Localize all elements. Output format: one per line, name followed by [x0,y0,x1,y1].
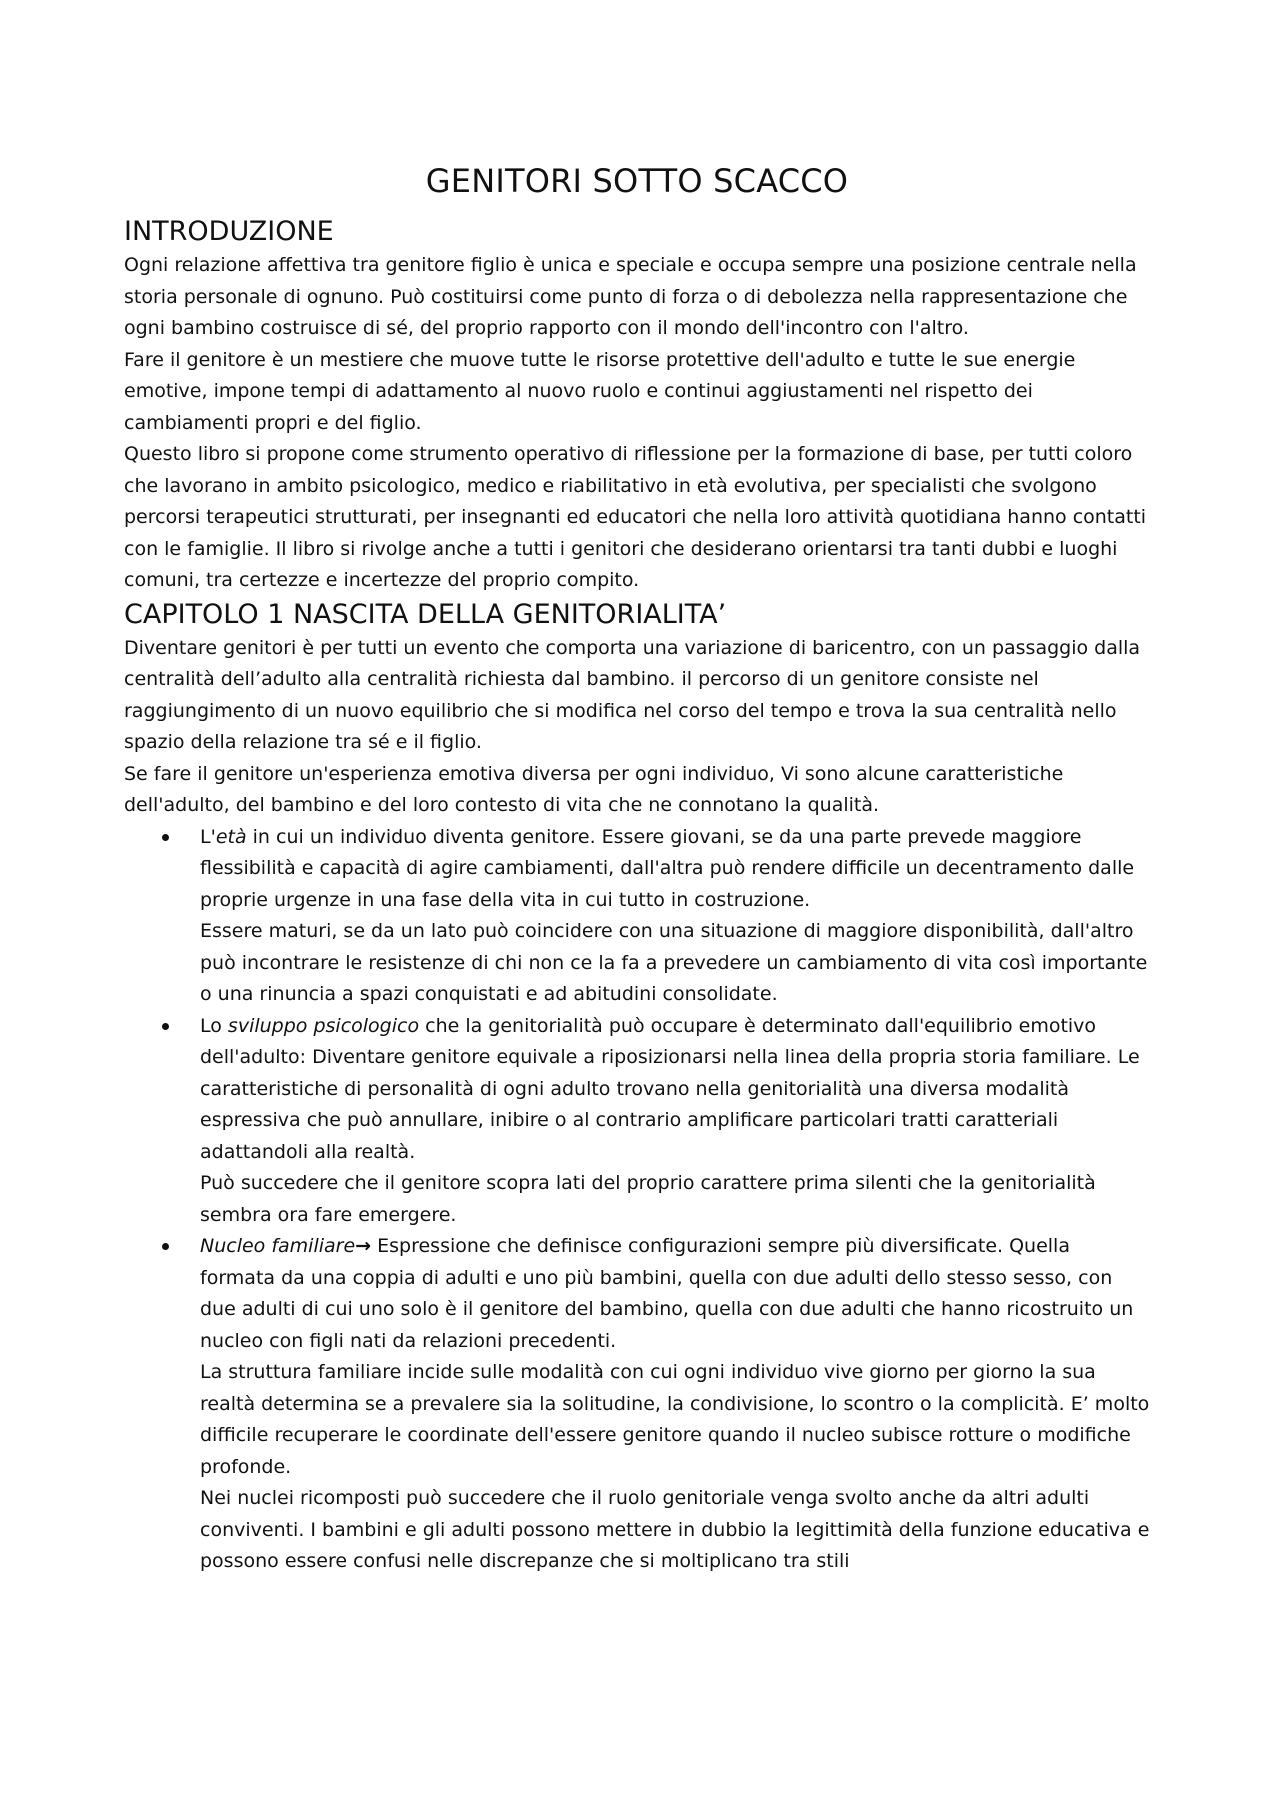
bullet-item-nucleo-familiare [200,1231,1150,1578]
intro-paragraph-1: Ogni relazione affettiva tra genitore figlio è unica e speciale e occupa sempre una posizione centrale nella storia personale di ognuno. Può costituirsi come punto di forza o di debolezza nella rappresentazione che ogni bambino costruisce di sé, del proprio rapporto con il mondo dell'incontro con l'altro. [124,254,1137,339]
bullet-lead-plain: Lo [200,1014,228,1037]
bullet-extra-paragraph: Può succedere che il genitore scopra lati del proprio carattere prima silenti che la genitorialità sembra ora fare emergere. [200,1172,1096,1226]
bullet-text: che la genitorialità può occupare è determinato dall'equilibrio emotivo dell'adulto: Diventare genitore equivale a riposizionarsi nella linea della propria storia familiare. Le caratteristiche di personalità di ogni adulto trovano nella genitorialità una diversa modalità espressiva che può annullare, inibire o al contrario amplificare particolari tratti caratteriali adattandoli alla realtà. [200,1014,1140,1163]
bullet-lead-plain: L' [200,825,216,848]
bullet-item-sviluppo-psicologico [200,1011,1150,1232]
bullet-lead-italic: Nucleo familiare [200,1235,356,1257]
document-title: GENITORI SOTTO SCACCO [425,162,849,200]
bullet-extra-paragraph: Essere maturi, se da un lato può coincidere con una situazione di maggiore disponibilità, dall'altro può incontrare le resistenze di chi non ce la fa a prevedere un cambiamento di vita così importante o una rinuncia a spazi conquistati e ad abitudini consolidate. [200,920,1148,1005]
chapter1-bullet-list [124,822,1150,1578]
bullet-text: Espressione che definisce configurazioni sempre più diversificate. Quella formata da una coppia di adulti e uno più bambini, quella con due adulti dello stesso sesso, con due adulti di cui uno solo è il genitore del bambino, quella con due adulti che hanno ricostruito un nucleo con figli nati da relazioni precedenti. [200,1235,1134,1352]
intro-paragraph-2: Fare il genitore è un mestiere che muove tutte le risorse protettive dell'adulto e tutte le sue energie emotive, impone tempi di adattamento al nuovo ruolo e continui aggiustamenti nel rispetto dei cambiamenti propri e del figlio. [124,348,1076,434]
bullet-lead-italic: sviluppo psicologico [227,1014,420,1037]
section-heading-introduzione: INTRODUZIONE [124,216,334,247]
arrow-right-icon: → [355,1235,372,1257]
section-heading-capitolo-1: CAPITOLO 1 NASCITA DELLA GENITORIALITA’ [124,598,727,630]
chapter1-paragraph-2: Se fare il genitore un'esperienza emotiva diversa per ogni individuo, Vi sono alcune caratteristiche dell'adulto, del bambino e del loro contesto di vita che ne connotano la qualità. [124,762,1064,816]
bullet-item-eta [200,822,1150,1011]
intro-paragraph-3: Questo libro si propone come strumento operativo di riflessione per la formazione di base, per tutti coloro che lavorano in ambito psicologico, medico e riabilitativo in età evolutiva, per specialisti che svolgono percorsi terapeutici strutturati, per insegnanti ed educatori che nella loro attività quotidiana hanno contatti con le famiglie. Il libro si rivolge anche a tutti i genitori che desiderano orientarsi tra tanti dubbi e luoghi comuni, tra certezze e incertezze del proprio compito. [124,443,1147,591]
bullet-text: in cui un individuo diventa genitore. Essere giovani, se da una parte prevede maggiore flessibilità e capacità di agire cambiamenti, dall'altra può rendere difficile un decentramento dalle proprie urgenze in una fase della vita in cui tutto in costruzione. [200,825,1135,911]
bullet-extra-paragraph: Nei nuclei ricomposti può succedere che il ruolo genitoriale venga svolto anche da altri adulti conviventi. I bambini e gli adulti possono mettere in dubbio la legittimità della funzione educativa e possono essere confusi nelle discrepanze che si moltiplicano tra stili [200,1487,1150,1572]
chapter1-paragraph-1: Diventare genitori è per tutti un evento che comporta una variazione di baricentro, con un passaggio dalla centralità dell’adulto alla centralità richiesta dal bambino. il percorso di un genitore consiste nel raggiungimento di un nuovo equilibrio che si modifica nel corso del tempo e trova la sua centralità nello spazio della relazione tra sé e il figlio. [124,636,1141,753]
bullet-lead-italic: età [215,825,247,848]
bullet-extra-paragraph: La struttura familiare incide sulle modalità con cui ogni individuo vive giorno per giorno la sua realtà determina se a prevalere sia la solitudine, la condivisione, lo scontro o la complicità. E’ molto difficile recuperare le coordinate dell'essere genitore quando il nucleo subisce rotture o modifiche profonde. [200,1361,1150,1478]
